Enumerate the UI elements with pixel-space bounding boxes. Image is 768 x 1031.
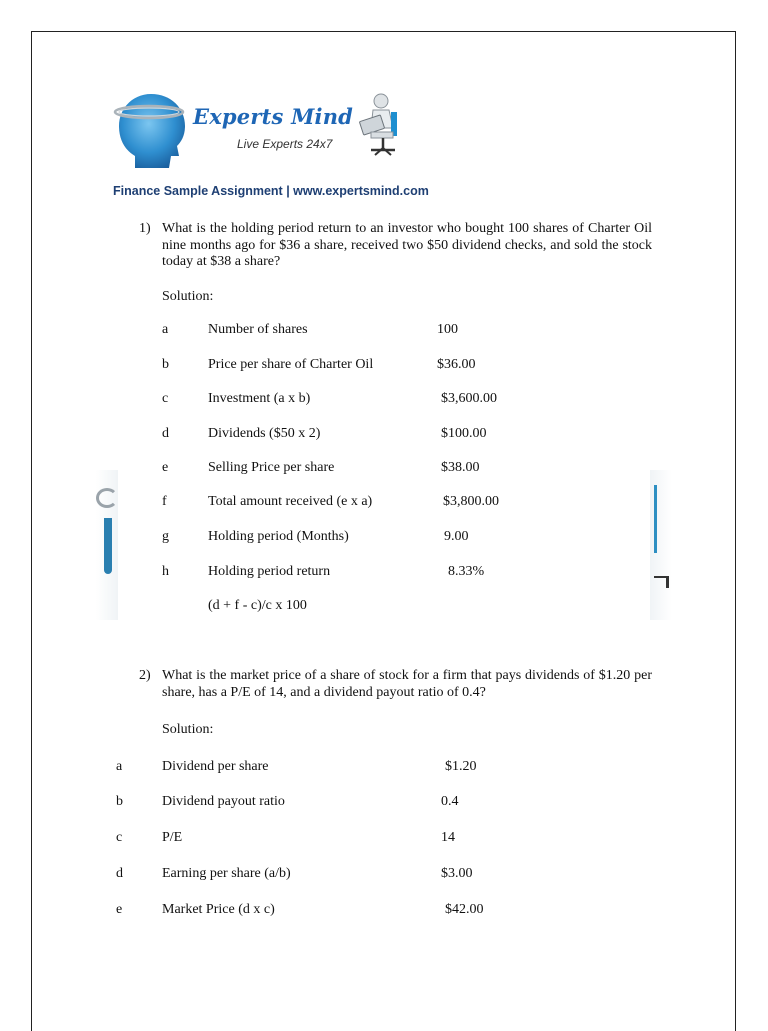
row-label: Total amount received (e x a) [208, 494, 373, 509]
row-label: Earning per share (a/b) [162, 866, 291, 881]
row-label: Selling Price per share [208, 460, 335, 475]
row-value: $3,800.00 [443, 494, 499, 509]
row-key: f [162, 494, 167, 509]
row-value: $36.00 [437, 357, 476, 372]
formula-text: (d + f - c)/c x 100 [208, 598, 307, 613]
row-label: Investment (a x b) [208, 391, 311, 406]
row-label: P/E [162, 830, 183, 845]
row-value: $100.00 [441, 426, 487, 441]
question-number: 1) [139, 221, 151, 236]
row-value: 9.00 [444, 529, 469, 544]
row-value: $3.00 [441, 866, 473, 881]
row-label: Holding period return [208, 564, 331, 579]
row-key: b [162, 357, 169, 372]
solution-label: Solution: [162, 289, 214, 304]
row-value: $1.20 [445, 759, 477, 774]
row-key: a [162, 322, 169, 337]
watermark-chair-icon [654, 576, 669, 588]
row-value: 14 [441, 830, 455, 845]
watermark-bar [654, 485, 657, 553]
row-key: c [116, 830, 123, 845]
row-label: Dividend payout ratio [162, 794, 285, 809]
row-label: Market Price (d x c) [162, 902, 275, 917]
row-label: Dividends ($50 x 2) [208, 426, 321, 441]
watermark-ring-icon [96, 488, 118, 508]
row-value: $38.00 [441, 460, 480, 475]
row-label: Dividend per share [162, 759, 269, 774]
brand-logo [113, 90, 413, 170]
row-value: $42.00 [445, 902, 484, 917]
question-number: 2) [139, 668, 151, 683]
solution-label: Solution: [162, 722, 214, 737]
row-label: Number of shares [208, 322, 308, 337]
laptop-worker-icon [353, 92, 408, 158]
watermark-fragment-left [96, 470, 118, 620]
row-key: d [162, 426, 169, 441]
watermark-bar [104, 518, 112, 574]
question-text: What is the market price of a share of stock for a firm that pays dividends of $1.20 per share, has a P/E of 14, and a dividend payout ratio of 0.4? [162, 668, 652, 700]
row-key: b [116, 794, 123, 809]
row-value: 8.33% [448, 564, 485, 579]
row-key: e [162, 460, 169, 475]
row-value: 0.4 [441, 794, 459, 809]
page-header: Finance Sample Assignment | www.expertsmind.com [113, 184, 429, 198]
watermark-fragment-right [650, 470, 672, 620]
row-key: a [116, 759, 123, 774]
row-label: Holding period (Months) [208, 529, 349, 544]
row-key: c [162, 391, 169, 406]
row-key: h [162, 564, 169, 579]
brand-tagline: Live Experts 24x7 [237, 137, 333, 151]
row-value: $3,600.00 [441, 391, 497, 406]
row-key: g [162, 529, 169, 544]
page-border [31, 31, 736, 1031]
question-text: What is the holding period return to an investor who bought 100 shares of Charter Oil nine months ago for $36 a share, received two $50 dividend checks, and sold the stock today at $38 a share? [162, 221, 652, 269]
row-label: Price per share of Charter Oil [208, 357, 374, 372]
brand-name: Experts Mind [193, 104, 354, 129]
row-key: d [116, 866, 123, 881]
head-profile-icon [113, 90, 189, 170]
row-key: e [116, 902, 123, 917]
row-value: 100 [437, 322, 458, 337]
